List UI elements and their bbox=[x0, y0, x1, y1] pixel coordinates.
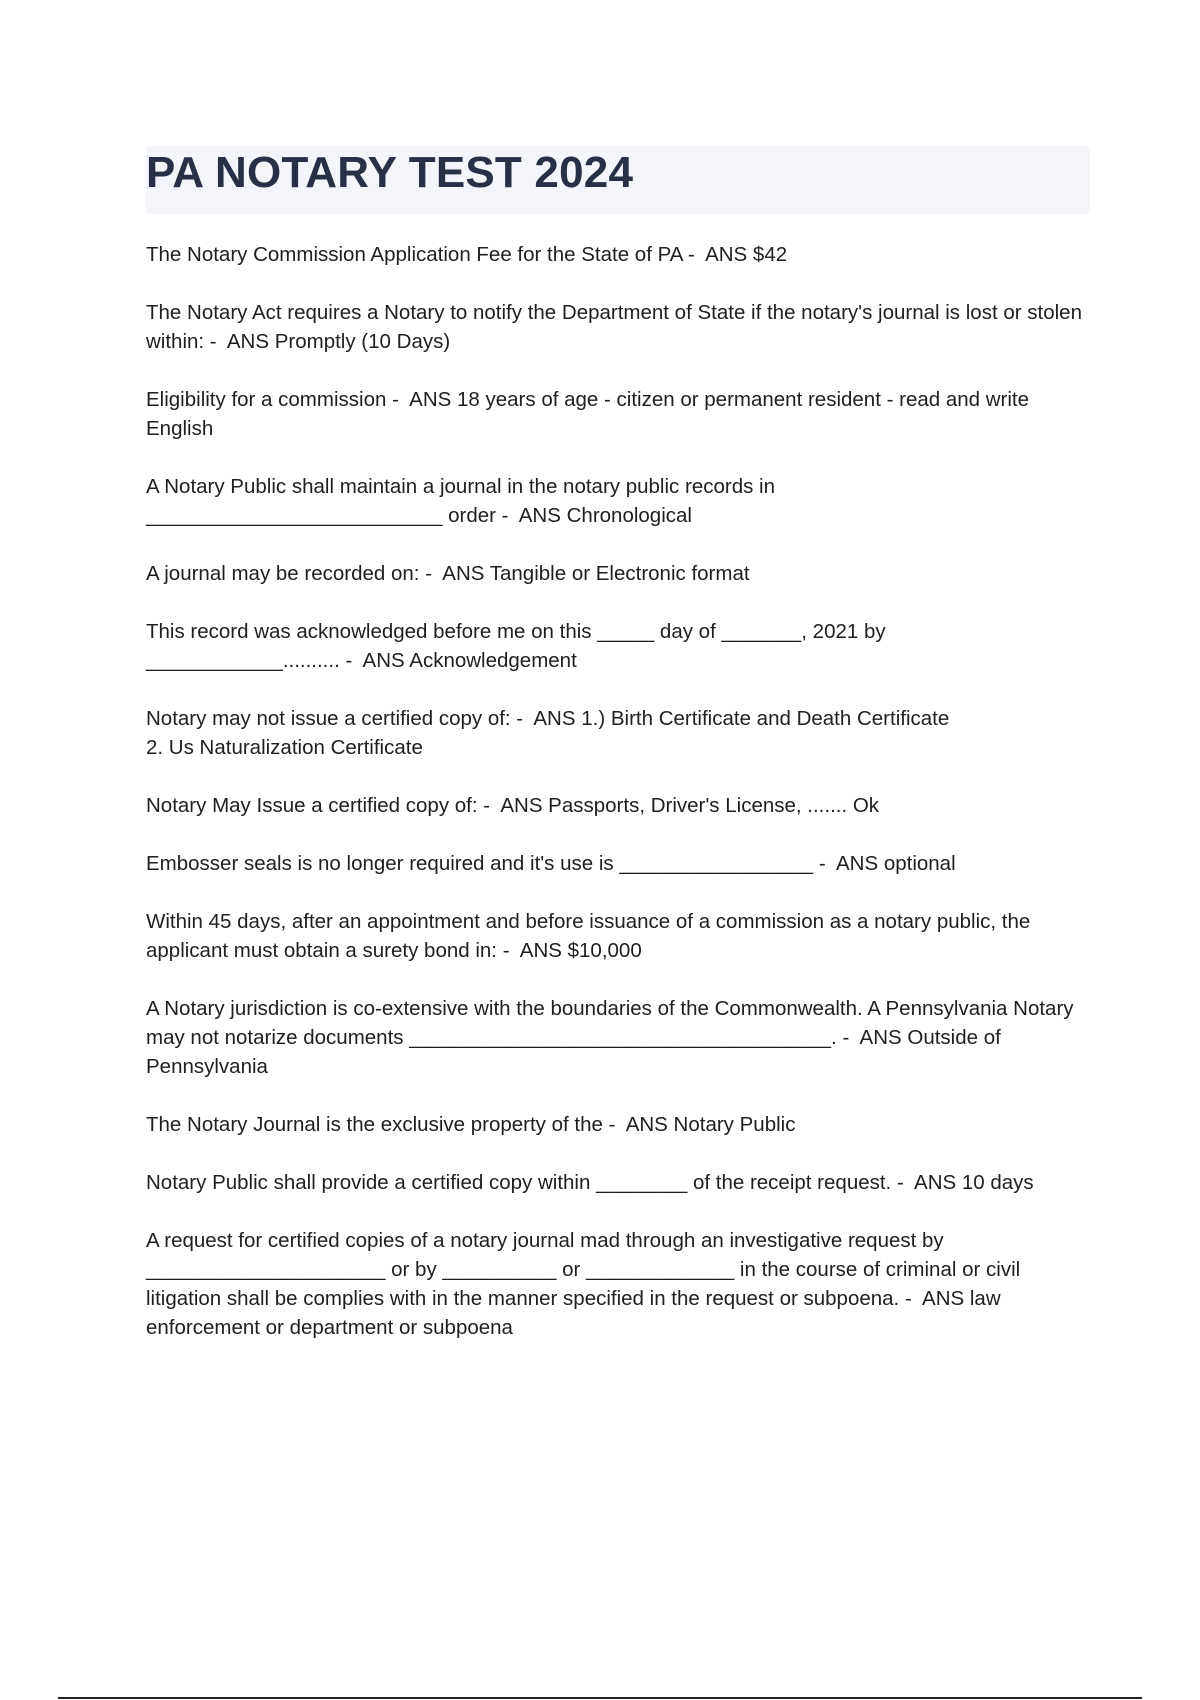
qa-item: A request for certified copies of a notary journal mad through an investigative request by _____________________ or by __________ or _____________ in the course of criminal or civil litigation shall be complies with in the manner specified in the request or subpoena. - ANS law enforcement or department or subpoena bbox=[146, 1229, 1021, 1339]
footer-divider bbox=[58, 1697, 1142, 1699]
qa-item: A Notary Public shall maintain a journal in the notary public records in __________________________ order - ANS Chronological bbox=[146, 475, 775, 527]
qa-item: The Notary Commission Application Fee for the State of PA - ANS $42 bbox=[146, 243, 788, 266]
question-answer-list bbox=[146, 240, 1090, 1371]
qa-item: Within 45 days, after an appointment and before issuance of a commission as a notary public, the applicant must obtain a surety bond in: - ANS $10,000 bbox=[146, 910, 1036, 962]
qa-item: Notary Public shall provide a certified copy within ________ of the receipt request. - ANS 10 days bbox=[146, 1171, 1034, 1194]
qa-item: Embosser seals is no longer required and it's use is _________________ - ANS optional bbox=[146, 852, 956, 875]
page-title: PA NOTARY TEST 2024 bbox=[146, 148, 634, 197]
qa-item: This record was acknowledged before me on this _____ day of _______, 2021 by ____________.......... - ANS Acknowledgement bbox=[146, 620, 886, 672]
qa-item: A Notary jurisdiction is co-extensive with the boundaries of the Commonwealth. A Pennsylvania Notary may not notarize documents _____________________________________. - ANS Outside of Pennsylvania bbox=[146, 997, 1080, 1078]
qa-item: The Notary Journal is the exclusive property of the - ANS Notary Public bbox=[146, 1113, 796, 1136]
qa-item: Eligibility for a commission - ANS 18 years of age - citizen or permanent resident - read and write English bbox=[146, 388, 1035, 440]
qa-item: Notary may not issue a certified copy of: - ANS 1.) Birth Certificate and Death Certificate 2. Us Naturalization Certificate bbox=[146, 707, 950, 759]
qa-item: The Notary Act requires a Notary to notify the Department of State if the notary's journal is lost or stolen within: - ANS Promptly (10 Days) bbox=[146, 301, 1088, 353]
qa-item: Notary May Issue a certified copy of: - ANS Passports, Driver's License, ....... Ok bbox=[146, 794, 880, 817]
qa-item: A journal may be recorded on: - ANS Tangible or Electronic format bbox=[146, 562, 750, 585]
